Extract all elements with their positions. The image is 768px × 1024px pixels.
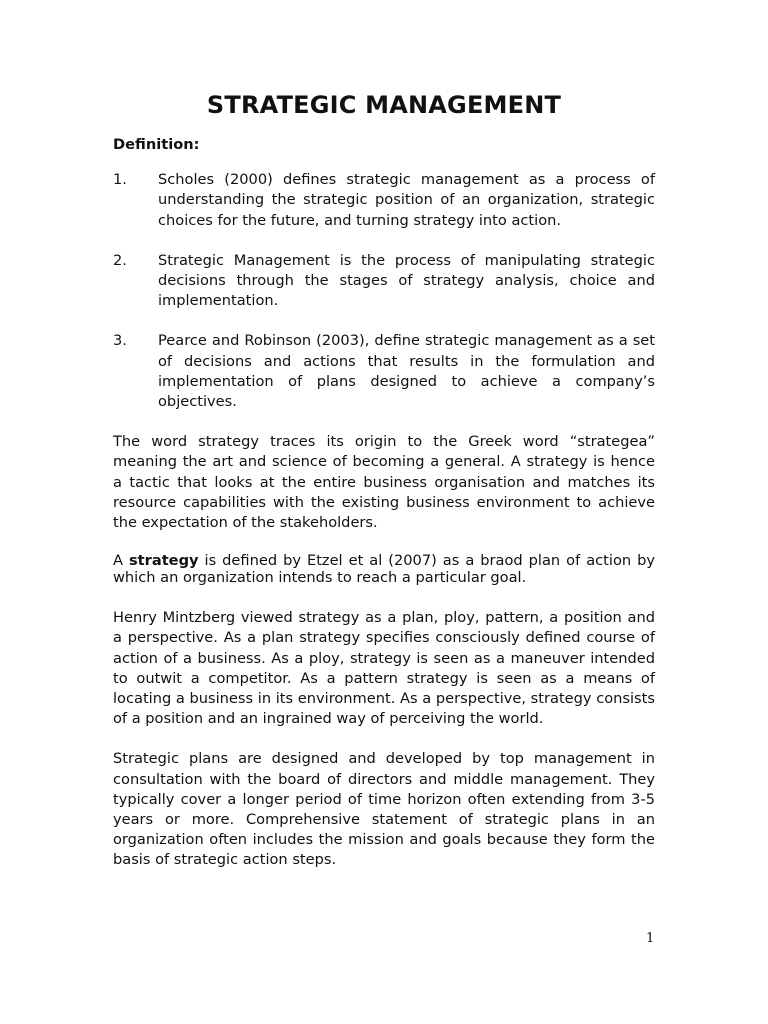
page-number: 1 — [646, 931, 655, 946]
definition-item — [113, 251, 655, 312]
definition-number: 2. — [113, 251, 127, 269]
strategy-definition-prefix: A — [113, 552, 129, 570]
page-content — [113, 90, 655, 871]
strategic-plans-paragraph: Strategic plans are designed and developed by top management in consultation with the board of directors and middle management. They typically cover a longer period of time horizon often extending from 3-5 years or more. Comprehensive statement of strategic plans in an organization often includes the mission and goals because they form the basis of strategic action steps. — [113, 750, 655, 869]
document-title: STRATEGIC MANAGEMENT — [206, 91, 562, 119]
mintzberg-paragraph: Henry Mintzberg viewed strategy as a plan, ploy, pattern, a position and a perspective. As a plan strategy specifies consciously defined course of action of a business. As a ploy, strategy is seen as a maneuver intended to outwit a competitor. As a pattern strategy is seen as a means of locating a business in its environment. As a perspective, strategy consists of a position and an ingrained way of perceiving the world. — [113, 609, 655, 728]
definition-text: Pearce and Robinson (2003), define strategic management as a set of decisions and actions that results in the formulation and implementation of plans designed to achieve a company’s objectives. — [158, 332, 655, 411]
definition-text: Scholes (2000) defines strategic management as a process of understanding the strategic position of an organization, strategic choices for the future, and turning strategy into action. — [158, 171, 655, 229]
definition-text: Strategic Management is the process of manipulating strategic decisions through the stages of strategy analysis, choice and implementation. — [158, 251, 655, 310]
definition-number: 1. — [113, 171, 127, 189]
definition-item — [113, 331, 655, 412]
strategy-definition-suffix: is defined by Etzel et al (2007) as a braod plan of action by which an organization intends to reach a particular goal. — [113, 552, 656, 586]
strategy-keyword: strategy — [128, 552, 199, 570]
definition-item — [113, 170, 655, 231]
definition-number: 3. — [113, 332, 127, 350]
definition-heading: Definition: — [113, 136, 200, 153]
origin-paragraph: The word strategy traces its origin to the Greek word “strategea” meaning the art and science of becoming a general. A strategy is hence a tactic that looks at the entire business organisation and matches its resource capabilities with the existing business environment to achieve the expectation of the stakeholders. — [113, 433, 655, 532]
strategy-definition-paragraph — [113, 553, 655, 586]
